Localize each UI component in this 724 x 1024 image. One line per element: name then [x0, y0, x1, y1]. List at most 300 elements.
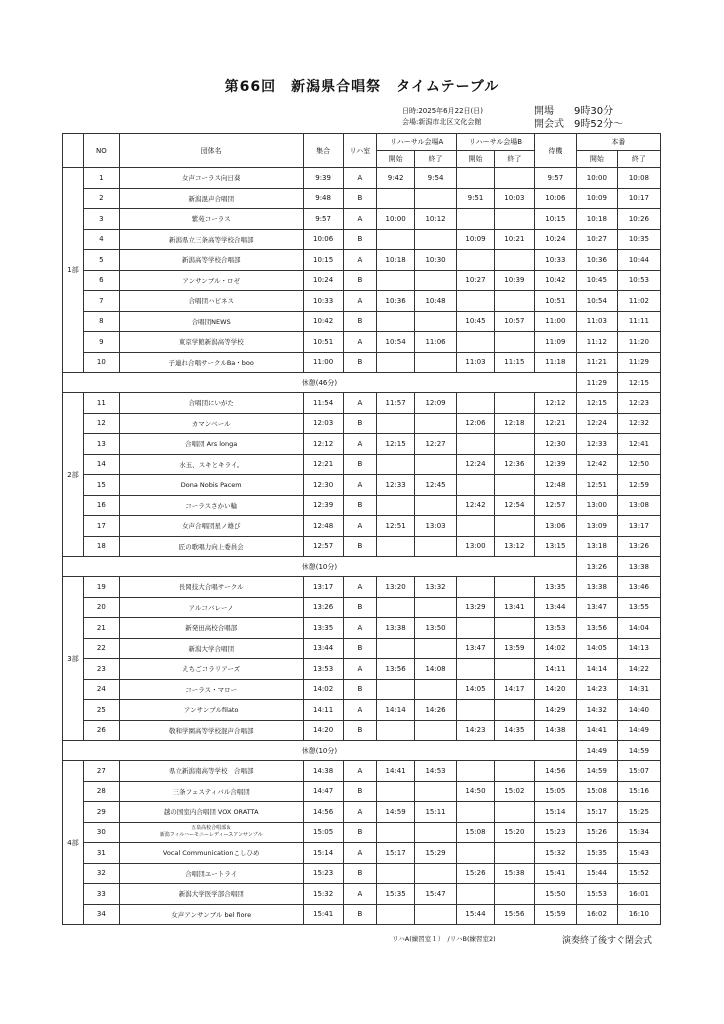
- rehearsal-room: A: [343, 168, 377, 189]
- reh-a-end: [415, 904, 457, 925]
- reh-b-end: 12:36: [494, 454, 534, 475]
- table-row: [63, 863, 661, 884]
- reh-b-start: 15:08: [457, 822, 495, 843]
- stage-end: 13:17: [617, 516, 660, 537]
- table-row: [63, 250, 661, 271]
- assemble-time: 10:15: [303, 250, 343, 271]
- group-name: 子連れ合唱サークルBa・boo: [119, 352, 303, 373]
- rehearsal-room: A: [343, 577, 377, 598]
- table-row: [63, 332, 661, 353]
- wait-header: 待機: [534, 134, 576, 168]
- reh-b-start: 11:03: [457, 352, 495, 373]
- row-no: 15: [84, 475, 120, 496]
- reh-b-start: [457, 475, 495, 496]
- reh-b-end-header: 終了: [494, 151, 534, 168]
- reh-b-start: [457, 250, 495, 271]
- reh-a-end: 14:08: [415, 659, 457, 680]
- reh-a-start: [377, 229, 415, 250]
- reh-a-end: 12:45: [415, 475, 457, 496]
- group-name: えちごコラリアーズ: [119, 659, 303, 680]
- stage-start: 12:24: [576, 413, 617, 434]
- stage-start: 16:02: [576, 904, 617, 925]
- assemble-time: 14:02: [303, 679, 343, 700]
- rehearsal-room: B: [343, 822, 377, 843]
- reh-b-end: 14:35: [494, 720, 534, 741]
- reh-a-start: 10:54: [377, 332, 415, 353]
- reh-a-end: 13:50: [415, 618, 457, 639]
- stage-end: 10:26: [617, 209, 660, 230]
- row-no: 33: [84, 884, 120, 905]
- row-no: 29: [84, 802, 120, 823]
- table-row: [63, 413, 661, 434]
- wait-time: 14:20: [534, 679, 576, 700]
- rehearsal-room: B: [343, 311, 377, 332]
- reh-a-start: [377, 352, 415, 373]
- rehearsal-room: A: [343, 209, 377, 230]
- stage-start: 13:09: [576, 516, 617, 537]
- stage-end: 10:17: [617, 188, 660, 209]
- stage-start: 15:08: [576, 781, 617, 802]
- row-no: 25: [84, 700, 120, 721]
- wait-time: 12:21: [534, 413, 576, 434]
- closing-ceremony-note: 演奏終了後すぐ閉会式: [562, 936, 653, 946]
- reh-b-end: [494, 291, 534, 312]
- rehearsal-room: A: [343, 332, 377, 353]
- reh-a-start: [377, 822, 415, 843]
- reh-a-end: 10:48: [415, 291, 457, 312]
- group-name: アンサンブルfilato: [119, 700, 303, 721]
- stage-end: 14:04: [617, 618, 660, 639]
- reh-b-start: [457, 659, 495, 680]
- group-name: 新潟県立三条高等学校合唱部: [119, 229, 303, 250]
- wait-time: 13:35: [534, 577, 576, 598]
- reh-b-end: [494, 802, 534, 823]
- reh-b-start: [457, 761, 495, 782]
- reh-a-end: [415, 311, 457, 332]
- reh-b-end: [494, 332, 534, 353]
- reh-b-start: [457, 393, 495, 414]
- reh-b-end: [494, 475, 534, 496]
- table-row: [63, 516, 661, 537]
- wait-time: 9:57: [534, 168, 576, 189]
- rehearsal-room: A: [343, 802, 377, 823]
- table-row: [63, 475, 661, 496]
- row-no: 13: [84, 434, 120, 455]
- opening-times: [534, 105, 623, 131]
- group-name: 合唱団ハピネス: [119, 291, 303, 312]
- table-row: [63, 168, 661, 189]
- rehearsal-room: A: [343, 475, 377, 496]
- stage-start: 13:47: [576, 597, 617, 618]
- stage-end: 11:29: [617, 352, 660, 373]
- reh-a-start: 12:51: [377, 516, 415, 537]
- table-row: [63, 761, 661, 782]
- reh-b-start: 10:27: [457, 270, 495, 291]
- reh-a-start: 14:14: [377, 700, 415, 721]
- row-no: 17: [84, 516, 120, 537]
- table-row: [63, 393, 661, 414]
- reh-a-start: [377, 495, 415, 516]
- row-no: 8: [84, 311, 120, 332]
- table-row: [63, 679, 661, 700]
- reh-b-end: [494, 516, 534, 537]
- rehearsal-rooms-note: リハA(練習室１） /リハB(練習室2): [392, 935, 496, 943]
- stage-start: 10:27: [576, 229, 617, 250]
- event-info: [402, 106, 483, 128]
- rehearsal-room: A: [343, 291, 377, 312]
- row-no: 10: [84, 352, 120, 373]
- rehearsal-room: B: [343, 597, 377, 618]
- wait-time: 12:39: [534, 454, 576, 475]
- table-row: [63, 188, 661, 209]
- assemble-time: 13:26: [303, 597, 343, 618]
- group-name: 新発田高校合唱部: [119, 618, 303, 639]
- stage-end: 14:40: [617, 700, 660, 721]
- reh-a-end: [415, 495, 457, 516]
- row-no: 27: [84, 761, 120, 782]
- wait-time: 15:59: [534, 904, 576, 925]
- reh-b-start: [457, 291, 495, 312]
- reh-a-start: 13:20: [377, 577, 415, 598]
- break-label: 休憩(10分): [63, 741, 577, 761]
- wait-time: 11:00: [534, 311, 576, 332]
- reh-b-end: 13:59: [494, 638, 534, 659]
- reh-b-end: [494, 659, 534, 680]
- reh-b-end: 12:54: [494, 495, 534, 516]
- stage-start: 10:00: [576, 168, 617, 189]
- assemble-time: 15:23: [303, 863, 343, 884]
- group-name: 県立新潟南高等学校 合唱部: [119, 761, 303, 782]
- stage-start: 14:14: [576, 659, 617, 680]
- ceremony-label: 開会式: [534, 119, 564, 130]
- stage-start: 13:00: [576, 495, 617, 516]
- table-row: [63, 434, 661, 455]
- stage-start: 10:18: [576, 209, 617, 230]
- stage-end: 12:50: [617, 454, 660, 475]
- reh-a-start: 14:59: [377, 802, 415, 823]
- stage-start-header: 開始: [576, 151, 617, 168]
- stage-header: 本番: [576, 134, 660, 151]
- reh-a-end: 12:09: [415, 393, 457, 414]
- stage-start: 12:33: [576, 434, 617, 455]
- rehearsal-room: B: [343, 270, 377, 291]
- table-row: [63, 700, 661, 721]
- stage-end: 10:44: [617, 250, 660, 271]
- table-row: [63, 659, 661, 680]
- wait-time: 12:48: [534, 475, 576, 496]
- page-title: 第66回 新潟県合唱祭 タイムテーブル: [224, 79, 500, 95]
- wait-time: 12:30: [534, 434, 576, 455]
- group-name: アルコバレーノ: [119, 597, 303, 618]
- stage-end: 14:49: [617, 720, 660, 741]
- table-row: [63, 597, 661, 618]
- rehearsal-room: A: [343, 843, 377, 864]
- reh-b-end: [494, 700, 534, 721]
- reh-a-start: 12:33: [377, 475, 415, 496]
- wait-time: 11:09: [534, 332, 576, 353]
- rehearsal-room: B: [343, 536, 377, 557]
- timetable-body: [63, 168, 661, 925]
- reh-b-start: 14:23: [457, 720, 495, 741]
- row-no: 12: [84, 413, 120, 434]
- reh-a-end: 12:27: [415, 434, 457, 455]
- group-name: 合唱団にいがた: [119, 393, 303, 414]
- reh-b-end: [494, 843, 534, 864]
- row-no: 31: [84, 843, 120, 864]
- table-row: [63, 904, 661, 925]
- reh-b-header: リハーサル会場B: [457, 134, 535, 151]
- stage-start: 10:54: [576, 291, 617, 312]
- rehearsal-room: A: [343, 700, 377, 721]
- wait-time: 12:57: [534, 495, 576, 516]
- wait-time: 10:06: [534, 188, 576, 209]
- rehearsal-room: B: [343, 352, 377, 373]
- reh-a-start: 9:42: [377, 168, 415, 189]
- rehearsal-room: B: [343, 454, 377, 475]
- assemble-header: 集合: [303, 134, 343, 168]
- reh-a-end: [415, 270, 457, 291]
- reh-b-end: [494, 250, 534, 271]
- row-no: 3: [84, 209, 120, 230]
- timetable: [62, 133, 661, 925]
- event-venue: 会場:新潟市北区文化会館: [402, 118, 482, 126]
- reh-b-start: 13:00: [457, 536, 495, 557]
- group-name: 新潟大学医学部合唱団: [119, 884, 303, 905]
- assemble-time: 13:35: [303, 618, 343, 639]
- stage-end: 11:02: [617, 291, 660, 312]
- stage-start: 15:35: [576, 843, 617, 864]
- row-no: 2: [84, 188, 120, 209]
- row-no: 9: [84, 332, 120, 353]
- table-row: [63, 352, 661, 373]
- wait-time: 13:44: [534, 597, 576, 618]
- reh-a-start: [377, 863, 415, 884]
- stage-end: 15:43: [617, 843, 660, 864]
- reh-b-start: [457, 209, 495, 230]
- reh-b-start: 9:51: [457, 188, 495, 209]
- table-row: [63, 454, 661, 475]
- stage-start: 15:44: [576, 863, 617, 884]
- rehearsal-room: A: [343, 250, 377, 271]
- assemble-time: 10:06: [303, 229, 343, 250]
- group-header: 団体名: [119, 134, 303, 168]
- reh-b-end: 11:15: [494, 352, 534, 373]
- reh-a-start: 10:00: [377, 209, 415, 230]
- part-header: [63, 134, 84, 168]
- reh-a-end: 10:12: [415, 209, 457, 230]
- group-name: 匠の歌唱力向上委員会: [119, 536, 303, 557]
- reh-a-start: [377, 638, 415, 659]
- stage-start: 10:09: [576, 188, 617, 209]
- group-name: 女声合唱団星ノ雄び: [119, 516, 303, 537]
- reh-a-end: [415, 781, 457, 802]
- stage-start: 10:36: [576, 250, 617, 271]
- reh-b-start: [457, 434, 495, 455]
- reh-a-end: [415, 822, 457, 843]
- stage-start: 14:23: [576, 679, 617, 700]
- table-row: [63, 720, 661, 741]
- reh-b-end: 15:56: [494, 904, 534, 925]
- group-name: 女声アンサンブル bel fiore: [119, 904, 303, 925]
- reh-a-start: 13:56: [377, 659, 415, 680]
- part-label: 1部: [63, 168, 84, 373]
- reh-b-end: [494, 884, 534, 905]
- row-no: 4: [84, 229, 120, 250]
- reh-b-start: 10:45: [457, 311, 495, 332]
- rehearsal-room: B: [343, 188, 377, 209]
- break-end: 12:15: [617, 373, 660, 393]
- reh-b-start: [457, 618, 495, 639]
- reh-b-end: 15:38: [494, 863, 534, 884]
- reh-a-end: 15:47: [415, 884, 457, 905]
- rehearsal-room: B: [343, 638, 377, 659]
- wait-time: 15:14: [534, 802, 576, 823]
- rehearsal-room: B: [343, 863, 377, 884]
- table-row: [63, 618, 661, 639]
- group-name: 新潟大学合唱団: [119, 638, 303, 659]
- reh-a-start: [377, 454, 415, 475]
- reh-a-end: [415, 863, 457, 884]
- stage-end: 12:41: [617, 434, 660, 455]
- break-start: 13:26: [576, 557, 617, 577]
- stage-start: 11:12: [576, 332, 617, 353]
- row-no: 32: [84, 863, 120, 884]
- reh-a-start: 13:38: [377, 618, 415, 639]
- reh-a-end: 15:29: [415, 843, 457, 864]
- reh-b-start: [457, 332, 495, 353]
- assemble-time: 12:12: [303, 434, 343, 455]
- break-row: [63, 373, 661, 393]
- table-row: [63, 822, 661, 843]
- stage-start: 12:15: [576, 393, 617, 414]
- reh-b-end: 10:03: [494, 188, 534, 209]
- reh-b-end: [494, 209, 534, 230]
- part-label: 2部: [63, 393, 84, 557]
- reh-b-start: [457, 516, 495, 537]
- group-name-line-2: 新潟フィルハーモニーレディースアンサンブル: [159, 832, 263, 839]
- reh-a-start: 15:35: [377, 884, 415, 905]
- stage-end: 15:34: [617, 822, 660, 843]
- reh-b-start: 12:42: [457, 495, 495, 516]
- wait-time: 13:06: [534, 516, 576, 537]
- reh-a-end: 15:11: [415, 802, 457, 823]
- assemble-time: 14:56: [303, 802, 343, 823]
- group-name: Dona Nobis Pacem: [119, 475, 303, 496]
- wait-time: 14:38: [534, 720, 576, 741]
- header-row-1: [63, 134, 661, 151]
- reh-a-end: [415, 413, 457, 434]
- stage-end: 15:07: [617, 761, 660, 782]
- wait-time: 15:05: [534, 781, 576, 802]
- row-no: 22: [84, 638, 120, 659]
- table-row: [63, 536, 661, 557]
- break-start: 11:29: [576, 373, 617, 393]
- assemble-time: 14:38: [303, 761, 343, 782]
- ceremony-time: 9時52分～: [574, 119, 624, 130]
- reh-room-header: リハ室: [343, 134, 377, 168]
- reh-a-end: 11:06: [415, 332, 457, 353]
- stage-start: 11:21: [576, 352, 617, 373]
- wait-time: 12:12: [534, 393, 576, 414]
- wait-time: 14:29: [534, 700, 576, 721]
- wait-time: 14:02: [534, 638, 576, 659]
- reh-a-end: [415, 597, 457, 618]
- reh-b-end: 12:18: [494, 413, 534, 434]
- reh-a-start-header: 開始: [377, 151, 415, 168]
- reh-b-end: [494, 393, 534, 414]
- reh-a-start: [377, 781, 415, 802]
- reh-a-start: 10:36: [377, 291, 415, 312]
- reh-a-start: [377, 904, 415, 925]
- reh-a-end: [415, 188, 457, 209]
- row-no: 20: [84, 597, 120, 618]
- row-no: 1: [84, 168, 120, 189]
- reh-b-end: 10:39: [494, 270, 534, 291]
- assemble-time: 12:39: [303, 495, 343, 516]
- wait-time: 10:15: [534, 209, 576, 230]
- row-no: 11: [84, 393, 120, 414]
- row-no: 28: [84, 781, 120, 802]
- reh-b-start: [457, 802, 495, 823]
- group-name: 三条フェスティバル合唱団: [119, 781, 303, 802]
- reh-b-end: 14:17: [494, 679, 534, 700]
- group-name: カマンベール: [119, 413, 303, 434]
- stage-start: 14:59: [576, 761, 617, 782]
- break-label: 休憩(46分): [63, 373, 577, 393]
- rehearsal-room: B: [343, 720, 377, 741]
- rehearsal-room: A: [343, 659, 377, 680]
- wait-time: 10:42: [534, 270, 576, 291]
- reh-a-end: [415, 454, 457, 475]
- table-row: [63, 229, 661, 250]
- assemble-time: 11:54: [303, 393, 343, 414]
- wait-time: 15:23: [534, 822, 576, 843]
- stage-start: 15:17: [576, 802, 617, 823]
- table-row: [63, 291, 661, 312]
- assemble-time: 13:44: [303, 638, 343, 659]
- reh-a-start: [377, 188, 415, 209]
- reh-b-start: 12:24: [457, 454, 495, 475]
- stage-start: 13:18: [576, 536, 617, 557]
- stage-start: 15:53: [576, 884, 617, 905]
- assemble-time: 15:41: [303, 904, 343, 925]
- reh-b-start: 13:29: [457, 597, 495, 618]
- reh-a-end: [415, 229, 457, 250]
- reh-b-end: [494, 168, 534, 189]
- group-name: [119, 822, 303, 843]
- assemble-time: 12:21: [303, 454, 343, 475]
- stage-end: 11:11: [617, 311, 660, 332]
- assemble-time: 13:17: [303, 577, 343, 598]
- assemble-time: 15:14: [303, 843, 343, 864]
- stage-start: 14:41: [576, 720, 617, 741]
- stage-end: 13:46: [617, 577, 660, 598]
- row-no: 5: [84, 250, 120, 271]
- reh-a-end: 13:32: [415, 577, 457, 598]
- assemble-time: 11:00: [303, 352, 343, 373]
- group-name: 合唱団 Ars longa: [119, 434, 303, 455]
- assemble-time: 10:33: [303, 291, 343, 312]
- stage-end: 12:32: [617, 413, 660, 434]
- reh-b-end: 10:57: [494, 311, 534, 332]
- table-row: [63, 843, 661, 864]
- stage-end: 13:08: [617, 495, 660, 516]
- reh-a-header: リハーサル会場A: [377, 134, 457, 151]
- reh-b-start: 15:44: [457, 904, 495, 925]
- row-no: 26: [84, 720, 120, 741]
- stage-end: 16:10: [617, 904, 660, 925]
- reh-a-start: [377, 536, 415, 557]
